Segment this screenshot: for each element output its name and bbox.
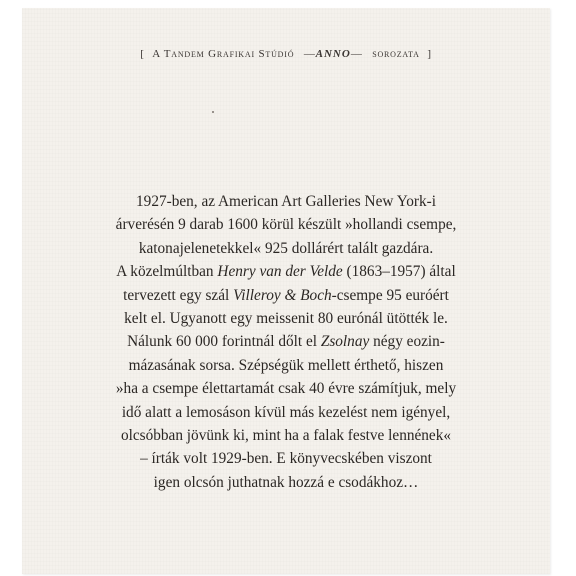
paper-speck	[212, 111, 214, 113]
italic-text: Zsolnay	[320, 333, 370, 351]
text-segment: kelt el. Ugyanott egy meissenit 80 eurónál ütötték le.	[124, 310, 448, 328]
dash-right: —	[350, 48, 363, 60]
text-line	[22, 213, 550, 236]
text-line	[22, 307, 550, 330]
text-line	[22, 424, 550, 447]
open-bracket: [	[140, 48, 145, 60]
text-segment: katonajelenetekkel« 925 dollárért talált gazdára.	[138, 239, 434, 257]
text-line	[22, 471, 550, 494]
text-segment: »ha a csempe élettartamát csak 40 évre számítjuk, mely	[115, 380, 457, 398]
text-line	[22, 377, 550, 400]
text-segment: árverésén 9 darab 1600 körül készült »hollandi csempe,	[115, 216, 457, 234]
text-segment: 1927-ben, az American Art Galleries New York-i	[136, 193, 436, 210]
text-segment: (1863–1957) által	[342, 263, 456, 281]
text-segment: igen olcsón juthatnak hozzá e csodákhoz…	[153, 473, 419, 491]
text-line	[22, 284, 550, 307]
text-segment: – írták volt 1929-ben. E könyvecskében viszont	[140, 450, 432, 468]
book-page	[22, 8, 550, 574]
text-line	[22, 330, 550, 353]
text-line	[22, 190, 550, 213]
text-segment: idő alatt a lemosáson kívül más kezelést nem igényel,	[121, 403, 451, 421]
text-line	[22, 401, 550, 424]
text-line	[22, 237, 550, 260]
text-line	[22, 447, 550, 470]
series-header	[22, 48, 550, 60]
italic-text: Villeroy & Boch	[233, 286, 332, 304]
dash-left: —	[303, 48, 316, 60]
text-line	[22, 260, 550, 283]
text-line	[22, 354, 550, 377]
series-name: A Tandem Grafikai Stúdió	[152, 48, 295, 60]
text-segment: -csempe 95 euróért	[331, 286, 449, 304]
body-paragraph	[22, 190, 550, 494]
text-segment: mázasának sorsa. Szépségük mellett érthető, hiszen	[128, 356, 444, 374]
text-segment: A közelmúltban	[116, 263, 218, 281]
series-suffix: sorozata	[372, 48, 420, 60]
anno-label: ANNO	[315, 48, 351, 60]
text-segment: olcsóbban jövünk ki, mint ha a falak festve lennének«	[120, 427, 452, 445]
text-segment: tervezett egy szál	[123, 286, 234, 304]
text-segment: Nálunk 60 000 forintnál dőlt el	[127, 333, 321, 351]
text-segment: négy eozin-	[369, 333, 445, 351]
italic-text: Henry van der Velde	[217, 263, 343, 281]
close-bracket: ]	[427, 48, 432, 60]
